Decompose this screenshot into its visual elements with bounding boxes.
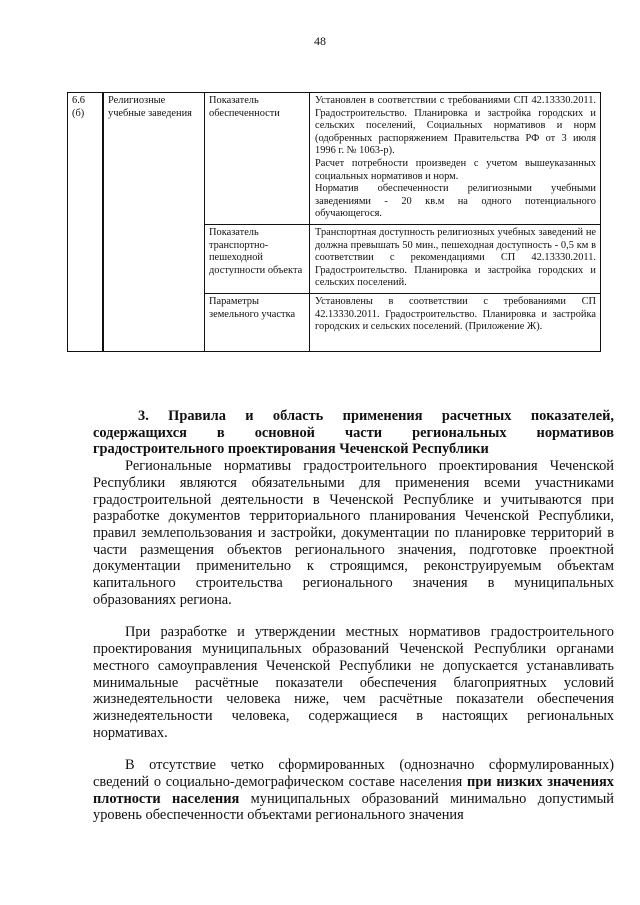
page-number: 48 bbox=[314, 34, 326, 48]
paragraph-bold-text: при низких значениях плотности населения bbox=[93, 774, 615, 807]
indicator-name: Параметры земельного участка bbox=[205, 293, 310, 351]
paragraph: Региональные нормативы градостроительного проектирования Чеченской Республики являются обязательными для применения всеми участниками градостроительной деятельности в Чеченской Республике и учитываются при разработке документов территориального планирования Чеченской Республики, правил землепользования и застройки, документации по планировке территорий в части размещения объектов регионального значения, подготовке проектной документации применительно к строящимся, реконструируемым объектам капитального строительства регионального значения в муниципальных образованиях региона. bbox=[93, 458, 614, 608]
paragraph: При разработке и утверждении местных нормативов градостроительного проектирования муниципальных образований Чеченской Республики органами местного самоуправления Чеченской Республики не допускается устанавливать минимальные расчётные показатели обеспечения благоприятных условий жизнедеятельности человека ниже, чем расчётные показатели обеспечения жизнедеятельности человека, содержащиеся в настоящих региональных нормативах. bbox=[93, 624, 614, 741]
section-heading: 3. Правила и область применения расчетных показателей, содержащихся в основной части региональных нормативов градостроительного проектирования Чеченской Республики bbox=[93, 408, 614, 458]
main-text bbox=[93, 408, 614, 824]
indicator-value bbox=[310, 293, 601, 351]
paragraph-text: муниципальных образований минимально допустимый уровень обеспеченности объектами регионального значения bbox=[93, 790, 615, 824]
indicator-name: Показатель транспортно-пешеходной доступности объекта bbox=[205, 224, 310, 293]
indicator-value bbox=[310, 93, 601, 225]
value-line: Установлен в соответствии с требованиями СП 42.13330.2011. Градостроительство. Планировка и застройка городских и сельских поселений, Социальных нормативов и норм (одобренных распоряжением Правительства РФ от 3 июля 1996 г. № 1063-р). bbox=[315, 95, 596, 157]
value-line: Норматив обеспеченности религиозными учебными заведениями - 20 кв.м на одного потенциального обучающегося. bbox=[315, 183, 596, 220]
indicator-value bbox=[310, 224, 601, 293]
indicator-name: Показатель обеспеченности bbox=[205, 93, 310, 225]
value-line: Установлены в соответствии с требованиями СП 42.13330.2011. Градостроительство. Планировка и застройка городских и сельских поселений. (Приложение Ж). bbox=[315, 295, 596, 333]
value-line: Транспортная доступность религиозных учебных заведений не должна превышать 50 мин., пешеходная доступность - 0,5 км в соответствии с рекомендациями СП 42.13330.2011. Градостроительство. Планировка и застройка городских и сельских поселений. bbox=[315, 226, 596, 289]
object-code: 6.6 (б) bbox=[68, 93, 104, 352]
norms-table bbox=[67, 92, 601, 352]
object-name: Религиозные учебные заведения bbox=[103, 93, 205, 352]
table-row bbox=[68, 93, 601, 225]
paragraph-text: В отсутствие четко сформированных (однозначно сформулированных) сведений о социально-демографическом составе населения bbox=[93, 757, 614, 791]
value-line: Расчет потребности произведен с учетом вышеуказанных социальных нормативов и норм. bbox=[315, 157, 596, 182]
paragraph bbox=[93, 757, 614, 824]
